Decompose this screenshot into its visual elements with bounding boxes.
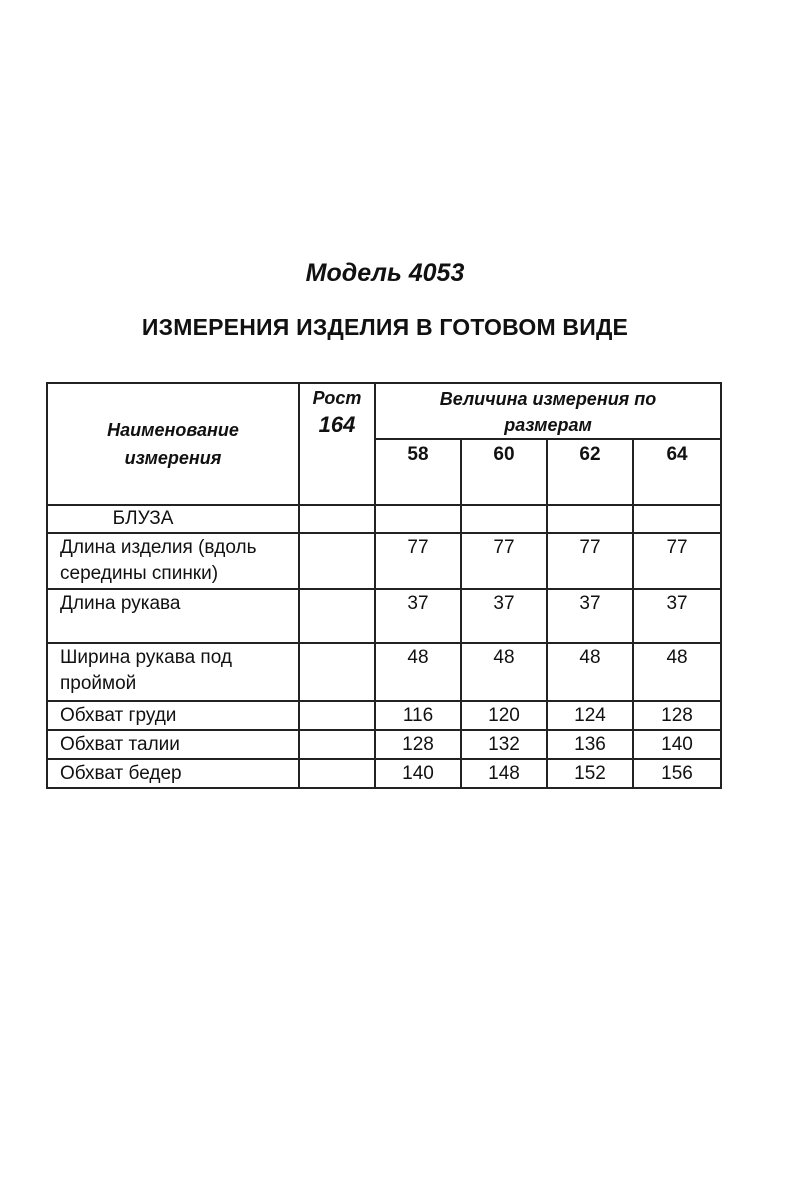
value-cell: 77: [547, 533, 633, 589]
value-cell: 37: [461, 589, 547, 643]
value-cell: 124: [547, 701, 633, 730]
section-label: БЛУЗА: [47, 505, 299, 533]
table-row: [47, 533, 721, 589]
height-cell: [299, 643, 375, 701]
value-cell: 136: [547, 730, 633, 759]
value-cell: 140: [633, 730, 721, 759]
table-header-row: [47, 383, 721, 439]
row-label: [47, 643, 299, 701]
row-label-line2: проймой: [60, 673, 137, 694]
header-height-label: Рост: [312, 388, 362, 408]
header-measurement-name: [47, 383, 299, 505]
row-label: Обхват бедер: [47, 759, 299, 788]
value-cell: 116: [375, 701, 461, 730]
height-cell: [299, 533, 375, 589]
section-row: [47, 505, 721, 533]
header-name-line2: измерения: [124, 448, 222, 468]
value-cell: 37: [375, 589, 461, 643]
height-cell: [299, 730, 375, 759]
row-label-line1: Длина рукава: [60, 593, 181, 614]
height-cell: [299, 505, 375, 533]
size-header-58: 58: [375, 439, 461, 505]
table-cell: [633, 505, 721, 533]
value-cell: 128: [375, 730, 461, 759]
value-cell: 140: [375, 759, 461, 788]
header-name-line1: Наименование: [107, 420, 239, 440]
table-row: [47, 759, 721, 788]
height-cell: [299, 759, 375, 788]
size-header-60: 60: [461, 439, 547, 505]
value-cell: 132: [461, 730, 547, 759]
value-cell: 128: [633, 701, 721, 730]
value-cell: 37: [633, 589, 721, 643]
value-cell: 48: [547, 643, 633, 701]
value-cell: 77: [633, 533, 721, 589]
header-group-line2: размерам: [504, 415, 592, 435]
size-header-62: 62: [547, 439, 633, 505]
value-cell: 156: [633, 759, 721, 788]
table-row: [47, 589, 721, 643]
model-title: Модель 4053: [305, 259, 465, 287]
measurement-table: [46, 382, 722, 789]
value-cell: 48: [633, 643, 721, 701]
row-label: [47, 589, 299, 643]
table-row: [47, 643, 721, 701]
value-cell: 152: [547, 759, 633, 788]
height-cell: [299, 701, 375, 730]
value-cell: 148: [461, 759, 547, 788]
row-label: [47, 533, 299, 589]
value-cell: 120: [461, 701, 547, 730]
row-label: Обхват талии: [47, 730, 299, 759]
row-label-line2: середины спинки): [60, 563, 219, 584]
value-cell: 37: [547, 589, 633, 643]
table-cell: [461, 505, 547, 533]
value-cell: 48: [375, 643, 461, 701]
header-group-line1: Величина измерения по: [439, 389, 657, 409]
row-label: Обхват груди: [47, 701, 299, 730]
size-header-64: 64: [633, 439, 721, 505]
value-cell: 77: [375, 533, 461, 589]
header-size-group: [375, 383, 721, 439]
row-label-line1: Длина изделия (вдоль: [60, 537, 257, 558]
page-heading: ИЗМЕРЕНИЯ ИЗДЕЛИЯ В ГОТОВОМ ВИДЕ: [141, 314, 629, 340]
table-row: [47, 701, 721, 730]
table-row: [47, 730, 721, 759]
header-height-value: 164: [318, 412, 356, 437]
table-cell: [547, 505, 633, 533]
header-height: [299, 383, 375, 505]
value-cell: 48: [461, 643, 547, 701]
row-label-line1: Ширина рукава под: [60, 647, 232, 668]
value-cell: 77: [461, 533, 547, 589]
table-cell: [375, 505, 461, 533]
height-cell: [299, 589, 375, 643]
